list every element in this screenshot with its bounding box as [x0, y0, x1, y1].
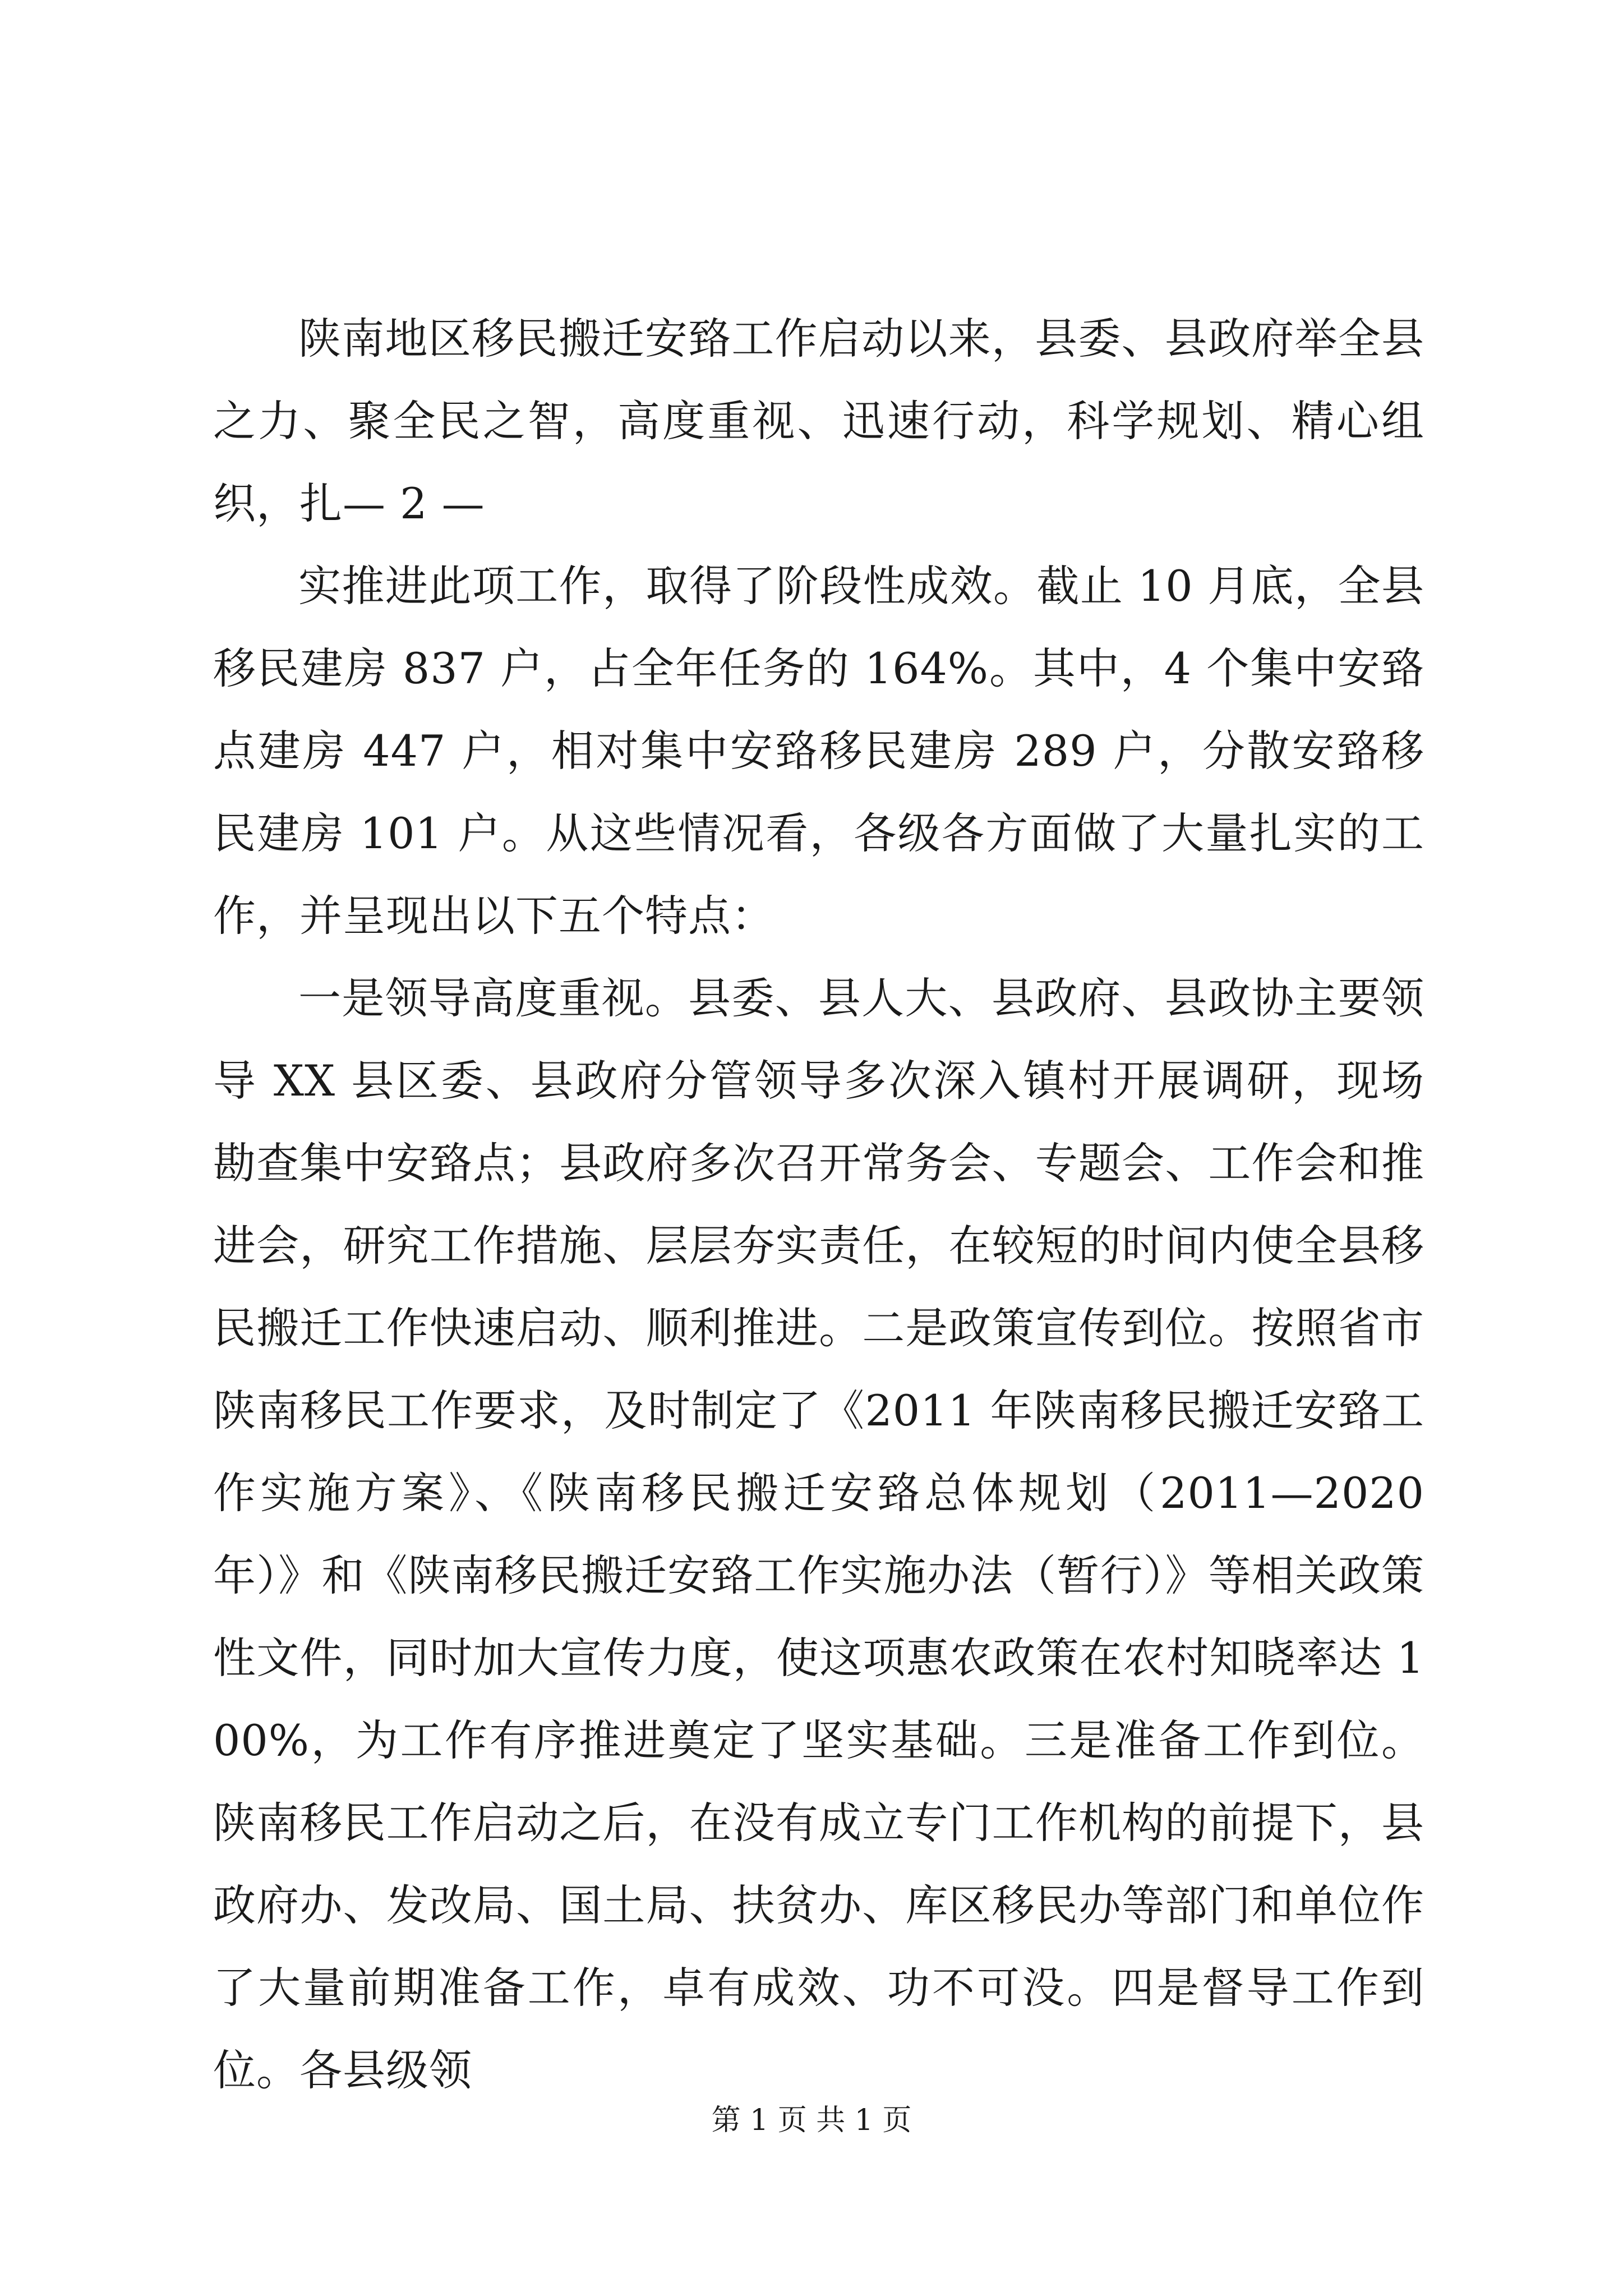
paragraph-3: 一是领导高度重视。县委、县人大、县政府、县政协主要领导 XX 县区委、县政府分管领导多次深入镇村开展调研，现场勘查集中安臵点；县政府多次召开常务会、专题会、工作会和推进会，研究工作措施、层层夯实责任，在较短的时间内使全县移民搬迁工作快速启动、顺利推进。二是政策宣传到位。按照省市陕南移民工作要求，及时制定了《2011 年陕南移民搬迁安臵工作实施方案》、《陕南移民搬迁安臵总体规划（2011—2020 年）》和《陕南移民搬迁安臵工作实施办法（暂行）》等相关政策性文件，同时加大宣传力度，使这项惠农政策在农村知晓率达 100%，为工作有序推进奠定了坚实基础。三是准备工作到位。陕南移民工作启动之后，在没有成立专门工作机构的前提下，县政府办、发改局、国土局、扶贫办、库区移民办等部门和单位作了大量前期准备工作，卓有成效、功不可没。四是督导工作到位。各县级领	[213, 973, 1424, 2095]
document-body	[213, 297, 1424, 2111]
paragraph-2: 实推进此项工作，取得了阶段性成效。截止 10 月底，全县移民建房 837 户，占全年任务的 164%。其中，4 个集中安臵点建房 447 户，相对集中安臵移民建房 289 户，分散安臵移民建房 101 户。从这些情况看，各级各方面做了大量扎实的工作，并呈现出以下五个特点：	[213, 561, 1424, 941]
page-footer: 第 1 页 共 1 页	[711, 2104, 912, 2137]
paragraph-1: 陕南地区移民搬迁安臵工作启动以来，县委、县政府举全县之力、聚全民之智，高度重视、迅速行动，科学规划、精心组织，扎— 2 —	[213, 314, 1424, 528]
